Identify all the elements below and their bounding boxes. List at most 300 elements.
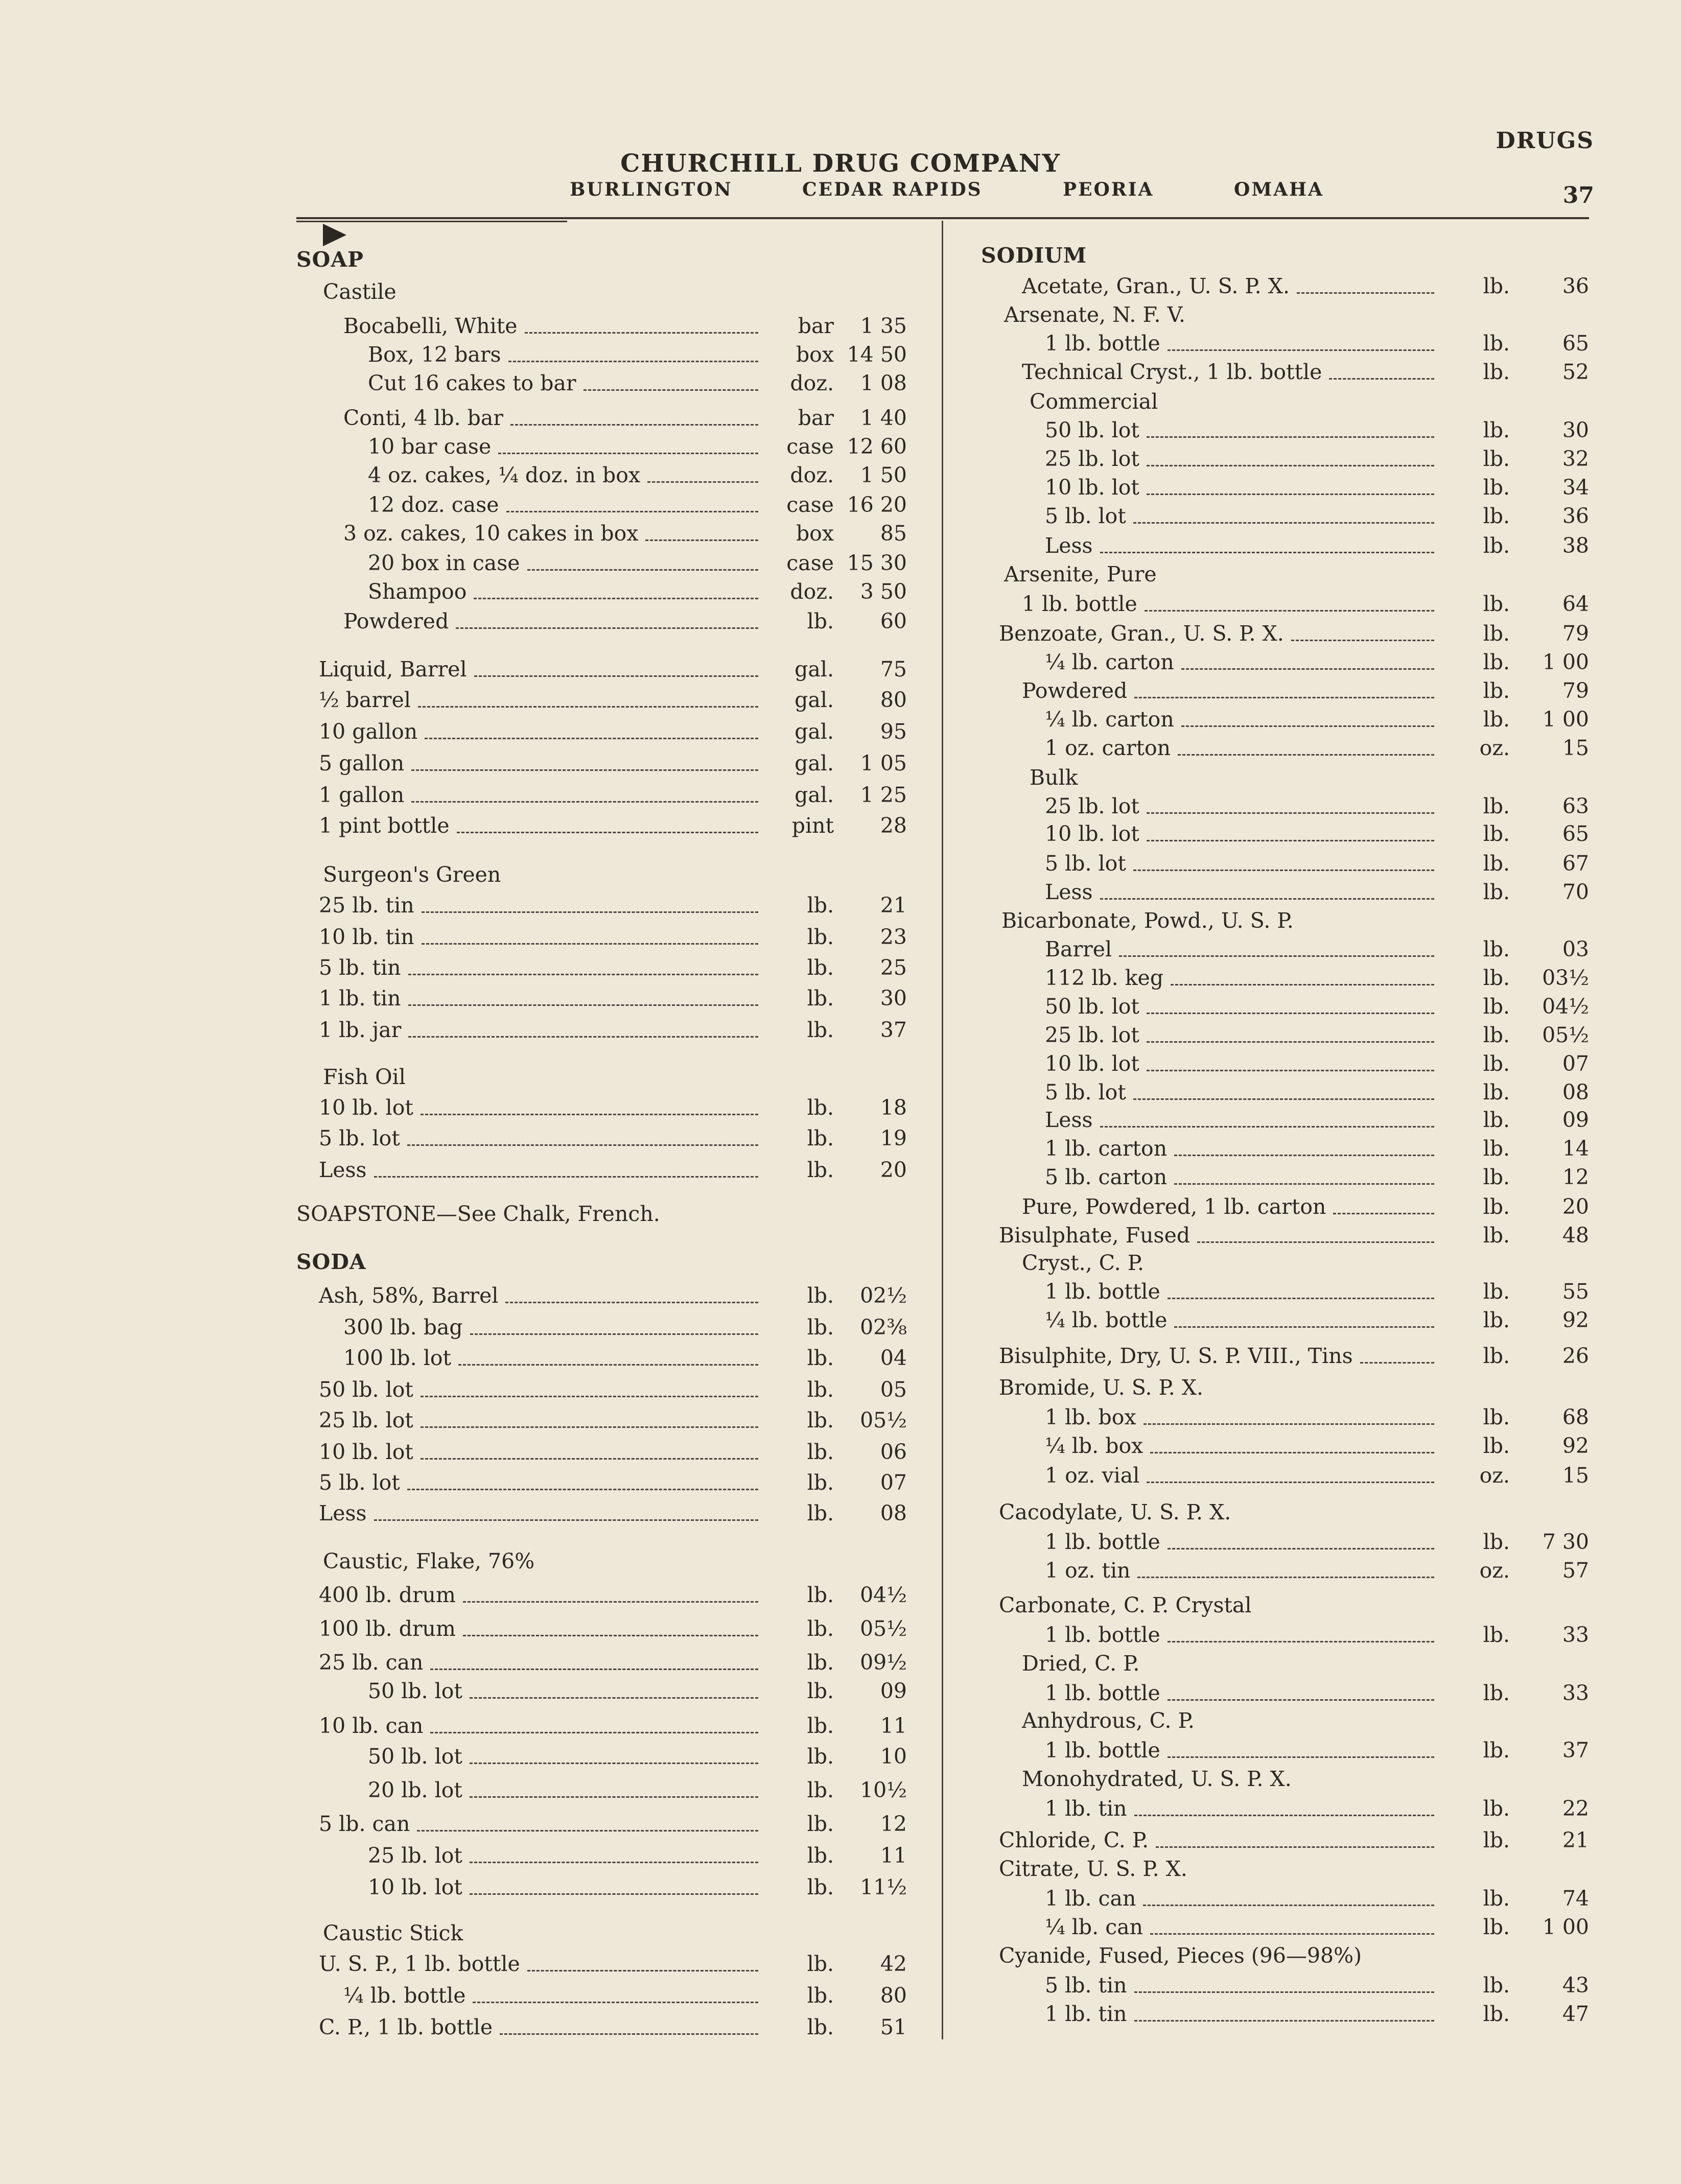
item-label: 5 lb. lot	[1045, 1080, 1126, 1105]
price-value: 34	[1562, 475, 1589, 500]
item-label: 20 lb. lot	[368, 1778, 462, 1802]
unit-label: lb.	[807, 1440, 834, 1464]
item-label: 1 lb. bottle	[1022, 592, 1137, 616]
item-label: ¼ lb. bottle	[1045, 1308, 1168, 1332]
dotted-leader	[1147, 1013, 1434, 1014]
unit-label: gal.	[795, 688, 834, 712]
item-label: SOAPSTONE—See Chalk, French.	[296, 1202, 660, 1226]
item-label: Benzoate, Gran., U. S. P. X.	[999, 621, 1284, 646]
price-value: 02⅜	[860, 1315, 907, 1340]
dotted-leader	[1329, 378, 1434, 380]
unit-label: gal.	[795, 719, 834, 744]
price-value: 37	[1562, 1738, 1589, 1763]
item-label: 50 lb. lot	[368, 1679, 462, 1703]
unit-label: lb.	[1483, 994, 1510, 1019]
dotted-leader	[1174, 1155, 1434, 1156]
item-label: 25 lb. tin	[319, 893, 414, 918]
city-peoria: PEORIA	[1063, 179, 1154, 200]
item-label: U. S. P., 1 lb. bottle	[319, 1952, 520, 1976]
price-value: 65	[1562, 331, 1589, 356]
subheading	[0, 1373, 1681, 1402]
item-label: 25 lb. lot	[319, 1408, 413, 1432]
unit-label: doz.	[790, 463, 834, 487]
unit-label: lb.	[1483, 360, 1510, 384]
unit-label: lb.	[807, 925, 834, 949]
dotted-leader	[1168, 1548, 1434, 1549]
unit-label: lb.	[1483, 1738, 1510, 1763]
dotted-leader	[500, 2033, 758, 2035]
price-row	[0, 1106, 1681, 1134]
item-label: Monohydrated, U. S. P. X.	[1022, 1767, 1292, 1791]
price-value: 55	[1562, 1279, 1589, 1304]
price-value: 21	[1562, 1828, 1589, 1852]
unit-label: lb.	[1483, 1308, 1510, 1332]
price-row	[0, 849, 1681, 878]
price-value: 36	[1562, 504, 1589, 528]
unit-label: lb.	[807, 1778, 834, 1802]
unit-label: lb.	[1483, 592, 1510, 616]
dotted-leader	[1134, 2020, 1434, 2022]
city-cedar-rapids: CEDAR RAPIDS	[802, 179, 983, 200]
unit-label: lb.	[1483, 331, 1510, 356]
unit-label: lb.	[1483, 1136, 1510, 1161]
dotted-leader	[1143, 1423, 1434, 1425]
subheading	[0, 560, 1681, 589]
unit-label: lb.	[1483, 1973, 1510, 1998]
price-value: 05½	[860, 1616, 907, 1641]
price-value: 36	[1562, 274, 1589, 298]
dotted-leader	[1171, 984, 1434, 985]
unit-label: lb.	[807, 1126, 834, 1150]
unit-label: lb.	[1483, 794, 1510, 818]
unit-label: lb.	[807, 1713, 834, 1738]
item-label: Caustic, Flake, 76%	[323, 1549, 535, 1574]
price-value: 1 35	[860, 314, 907, 338]
item-label: Shampoo	[368, 579, 467, 604]
unit-label: lb.	[1483, 2002, 1510, 2026]
price-value: 1 40	[860, 406, 907, 430]
item-label: Powdered	[343, 609, 449, 633]
unit-label: lb.	[807, 1315, 834, 1340]
dotted-leader	[1137, 1577, 1434, 1578]
unit-label: lb.	[1483, 1405, 1510, 1429]
price-value: 3 50	[860, 579, 907, 604]
price-value: 51	[880, 2015, 907, 2039]
item-label: 5 lb. lot	[1045, 504, 1126, 528]
price-value: 64	[1562, 592, 1589, 616]
price-row	[0, 590, 1681, 618]
dotted-leader	[1333, 1213, 1434, 1214]
price-value: 15	[1562, 1463, 1589, 1488]
item-label: Citrate, U. S. P. X.	[999, 1857, 1187, 1881]
section-title: DRUGS	[1496, 128, 1594, 154]
unit-label: lb.	[807, 1812, 834, 1836]
item-label: Bisulphite, Dry, U. S. P. VIII., Tins	[999, 1344, 1353, 1368]
item-label: 20 box in case	[368, 551, 520, 575]
item-label: 25 lb. lot	[368, 1843, 462, 1868]
price-value: 05½	[860, 1408, 907, 1432]
price-value: 1 00	[1542, 650, 1589, 674]
dotted-leader	[1297, 292, 1434, 294]
item-label: SODIUM	[981, 243, 1087, 268]
unit-label: lb.	[1483, 880, 1510, 904]
unit-label: lb.	[1483, 504, 1510, 528]
price-value: 25	[880, 955, 907, 980]
price-value: 43	[1562, 1973, 1589, 1998]
item-label: ½ barrel	[319, 688, 411, 712]
item-label: Liquid, Barrel	[319, 657, 467, 682]
subheading	[0, 1591, 1681, 1619]
item-label: Barrel	[1045, 937, 1112, 961]
dotted-leader	[1168, 1699, 1434, 1701]
item-label: 1 lb. bottle	[1045, 1530, 1160, 1554]
unit-label: box	[796, 521, 834, 546]
unit-label: lb.	[1483, 1080, 1510, 1105]
unit-label: oz.	[1479, 736, 1510, 760]
dotted-leader	[1134, 697, 1434, 698]
unit-label: lb.	[807, 1875, 834, 1899]
price-value: 80	[880, 1983, 907, 2008]
price-row	[0, 676, 1681, 705]
price-row	[0, 358, 1681, 386]
price-value: 74	[1562, 1886, 1589, 1911]
price-value: 07	[1562, 1051, 1589, 1076]
price-row	[0, 619, 1681, 648]
item-label: 1 oz. tin	[1045, 1558, 1131, 1583]
item-label: Technical Cryst., 1 lb. bottle	[1022, 360, 1322, 384]
price-value: 12	[880, 1812, 907, 1836]
item-label: 1 pint bottle	[319, 813, 450, 838]
subheading	[0, 1649, 1681, 1678]
city-omaha: OMAHA	[1234, 179, 1324, 200]
item-label: ¼ lb. carton	[1045, 650, 1174, 674]
dotted-leader	[1147, 840, 1434, 841]
unit-label: lb.	[1483, 1886, 1510, 1911]
unit-label: lb.	[1483, 533, 1510, 558]
unit-label: lb.	[807, 1283, 834, 1308]
item-label: 100 lb. lot	[343, 1346, 451, 1370]
item-label: 10 lb. lot	[368, 1875, 462, 1899]
item-label: 10 lb. lot	[1045, 475, 1139, 500]
dotted-leader	[1133, 522, 1434, 524]
price-value: 09	[880, 1679, 907, 1703]
unit-label: lb.	[807, 1679, 834, 1703]
unit-label: lb.	[807, 893, 834, 918]
price-row	[0, 1461, 1681, 1490]
unit-label: case	[786, 492, 834, 517]
dotted-leader	[1168, 1756, 1434, 1758]
unit-label: lb.	[1483, 821, 1510, 846]
unit-label: lb.	[1483, 1279, 1510, 1304]
unit-label: box	[796, 342, 834, 367]
price-value: 08	[1562, 1080, 1589, 1105]
item-label: 10 lb. lot	[319, 1440, 413, 1464]
item-label: 5 lb. lot	[319, 1470, 400, 1495]
item-label: Cyanide, Fused, Pieces (96—98%)	[999, 1943, 1362, 1968]
price-row	[0, 1049, 1681, 1078]
item-label: Cryst., C. P.	[1022, 1251, 1145, 1275]
dotted-leader	[1174, 1326, 1434, 1328]
price-row	[0, 329, 1681, 358]
item-label: Conti, 4 lb. bar	[343, 406, 503, 430]
dotted-leader	[1145, 610, 1434, 612]
item-label: Commercial	[1030, 389, 1158, 414]
item-label: Chloride, C. P.	[999, 1828, 1149, 1852]
price-value: 79	[1562, 621, 1589, 646]
item-label: 10 lb. lot	[1045, 821, 1139, 846]
item-label: 4 oz. cakes, ¼ doz. in box	[368, 463, 641, 487]
subheading	[0, 1498, 1681, 1527]
unit-label: oz.	[1479, 1463, 1510, 1488]
price-value: 67	[1562, 851, 1589, 876]
price-value: 48	[1562, 1223, 1589, 1248]
dotted-leader	[1291, 640, 1434, 641]
unit-label: lb.	[807, 986, 834, 1011]
unit-label: lb.	[807, 1158, 834, 1182]
price-row	[0, 502, 1681, 530]
item-label: 1 lb. carton	[1045, 1136, 1168, 1161]
unit-label: oz.	[1479, 1558, 1510, 1583]
price-value: 15 30	[847, 551, 907, 575]
price-value: 08	[880, 1501, 907, 1525]
price-value: 80	[880, 688, 907, 712]
subheading	[0, 300, 1681, 329]
price-row	[0, 444, 1681, 473]
unit-label: lb.	[807, 2015, 834, 2039]
price-row	[0, 473, 1681, 502]
price-row	[0, 272, 1681, 300]
dotted-leader	[1178, 754, 1434, 756]
price-value: 23	[880, 925, 907, 949]
price-value: 1 00	[1542, 1915, 1589, 1939]
item-label: 1 lb. tin	[319, 986, 401, 1011]
price-value: 20	[1562, 1194, 1589, 1219]
item-label: 10 gallon	[319, 719, 418, 744]
item-label: 10 lb. tin	[319, 925, 414, 949]
item-label: 1 oz. carton	[1045, 736, 1171, 760]
item-label: 25 lb. lot	[1045, 1023, 1139, 1047]
price-value: 33	[1562, 1681, 1589, 1705]
dotted-leader	[1156, 1846, 1434, 1848]
item-label: Less	[319, 1501, 367, 1525]
item-label: 5 lb. carton	[1045, 1165, 1168, 1189]
price-row	[0, 705, 1681, 734]
item-label: Bocabelli, White	[343, 314, 518, 338]
price-value: 33	[1562, 1623, 1589, 1647]
price-row	[0, 1528, 1681, 1556]
item-label: C. P., 1 lb. bottle	[319, 2015, 493, 2039]
unit-label: doz.	[790, 371, 834, 395]
unit-label: lb.	[1483, 1623, 1510, 1647]
price-value: 37	[880, 1018, 907, 1042]
subheading	[0, 1941, 1681, 1970]
unit-label: lb.	[807, 955, 834, 980]
item-label: 5 lb. tin	[319, 955, 401, 980]
dotted-leader	[1100, 552, 1434, 553]
price-row	[0, 992, 1681, 1021]
unit-label: lb.	[1483, 1194, 1510, 1219]
item-label: ¼ lb. box	[1045, 1434, 1143, 1458]
price-value: 22	[1562, 1796, 1589, 1821]
price-row	[0, 1306, 1681, 1334]
item-label: 50 lb. lot	[1045, 994, 1139, 1019]
item-label: Bromide, U. S. P. X.	[999, 1375, 1204, 1400]
dotted-leader	[1360, 1362, 1434, 1364]
price-value: 15	[1562, 736, 1589, 760]
dotted-leader	[1174, 1183, 1434, 1185]
item-label: 1 lb. bottle	[1045, 1623, 1160, 1647]
price-value: 1 08	[860, 371, 907, 395]
price-row	[0, 1913, 1681, 1941]
item-label: Cut 16 cakes to bar	[368, 371, 576, 395]
unit-label: lb.	[807, 1095, 834, 1120]
unit-label: lb.	[1483, 707, 1510, 732]
price-value: 52	[1562, 360, 1589, 384]
dotted-leader	[1150, 1933, 1434, 1935]
unit-label: lb.	[1483, 475, 1510, 500]
item-label: Fish Oil	[323, 1065, 406, 1089]
item-label: Less	[1045, 880, 1093, 904]
subheading	[0, 1249, 1681, 1277]
item-label: 50 lb. lot	[319, 1377, 413, 1402]
price-value: 95	[880, 719, 907, 744]
unit-label: lb.	[807, 1843, 834, 1868]
price-row	[0, 1556, 1681, 1585]
unit-label: lb.	[1483, 966, 1510, 990]
item-label: 112 lb. keg	[1045, 966, 1164, 990]
item-label: 1 lb. tin	[1045, 1796, 1127, 1821]
dotted-leader	[1100, 1126, 1434, 1128]
unit-label: lb.	[1483, 1828, 1510, 1852]
item-label: Dried, C. P.	[1022, 1651, 1140, 1676]
unit-label: lb.	[1483, 937, 1510, 961]
subheading	[0, 387, 1681, 416]
unit-label: bar	[798, 314, 834, 338]
item-label: 25 lb. lot	[1045, 447, 1139, 471]
unit-label: lb.	[1483, 851, 1510, 876]
price-value: 38	[1562, 533, 1589, 558]
item-label: 400 lb. drum	[319, 1583, 456, 1607]
header-rule	[296, 217, 1589, 219]
price-row	[0, 1342, 1681, 1370]
item-label: 25 lb. lot	[1045, 794, 1139, 818]
dotted-leader	[1100, 898, 1434, 900]
price-value: 28	[880, 813, 907, 838]
price-row	[0, 416, 1681, 444]
item-label: Less	[319, 1158, 367, 1182]
dotted-leader	[1134, 1815, 1434, 1816]
dotted-leader	[1168, 349, 1434, 351]
item-label: 5 lb. can	[319, 1812, 410, 1836]
item-label: Cacodylate, U. S. P. X.	[999, 1500, 1231, 1524]
unit-label: doz.	[790, 579, 834, 604]
item-label: 1 oz. vial	[1045, 1463, 1140, 1488]
item-label: 1 lb. can	[1045, 1886, 1136, 1911]
price-value: 1 50	[860, 463, 907, 487]
dotted-leader	[1133, 1098, 1434, 1100]
dotted-leader	[1133, 870, 1434, 871]
item-label: Anhydrous, C. P.	[1022, 1708, 1195, 1733]
unit-label: lb.	[1483, 274, 1510, 298]
price-value: 10½	[860, 1778, 907, 1802]
item-label: 1 lb. box	[1045, 1405, 1136, 1429]
city-burlington: BURLINGTON	[570, 179, 733, 200]
unit-label: lb.	[1483, 1915, 1510, 1939]
item-label: 25 lb. can	[319, 1650, 424, 1675]
price-value: 14	[1562, 1136, 1589, 1161]
unit-label: lb.	[807, 1377, 834, 1402]
unit-label: lb.	[807, 1952, 834, 1976]
price-value: 30	[1562, 418, 1589, 442]
subheading	[0, 763, 1681, 792]
price-row	[0, 734, 1681, 762]
price-value: 02½	[860, 1283, 907, 1308]
item-label: Less	[1045, 533, 1093, 558]
unit-label: lb.	[1483, 650, 1510, 674]
category-heading	[0, 241, 1681, 270]
price-value: 65	[1562, 821, 1589, 846]
unit-label: lb.	[807, 1583, 834, 1607]
price-value: 32	[1562, 447, 1589, 471]
price-value: 03½	[1542, 966, 1589, 990]
dotted-leader	[1147, 812, 1434, 814]
price-value: 85	[880, 521, 907, 546]
unit-label: lb.	[1483, 678, 1510, 703]
reference-text: —See Chalk, French.	[436, 1202, 660, 1226]
price-row	[0, 1884, 1681, 1913]
item-label: 12 doz. case	[368, 492, 499, 517]
price-row	[0, 1403, 1681, 1431]
unit-label: lb.	[807, 1650, 834, 1675]
price-value: 68	[1562, 1405, 1589, 1429]
subheading	[0, 906, 1681, 935]
item-label: Bicarbonate, Powd., U. S. P.	[1001, 908, 1294, 933]
price-value: 04	[880, 1346, 907, 1370]
price-value: 11½	[860, 1875, 907, 1899]
item-label: 10 bar case	[368, 434, 492, 459]
unit-label: lb.	[807, 1616, 834, 1641]
unit-label: lb.	[807, 1744, 834, 1769]
price-value: 09½	[860, 1650, 907, 1675]
unit-label: gal.	[795, 783, 834, 807]
item-label: 1 lb. bottle	[1045, 331, 1160, 356]
price-value: 12 60	[847, 434, 907, 459]
price-value: 18	[880, 1095, 907, 1120]
item-label: 10 lb. lot	[1045, 1051, 1139, 1076]
item-label: Less	[1045, 1108, 1093, 1132]
unit-label: lb.	[1483, 1796, 1510, 1821]
price-row	[0, 1192, 1681, 1221]
dotted-leader	[1181, 668, 1434, 670]
price-value: 12	[1562, 1165, 1589, 1189]
price-value: 57	[1562, 1558, 1589, 1583]
price-row	[0, 878, 1681, 906]
item-label: 5 lb. lot	[319, 1126, 400, 1150]
company-name: CHURCHILL DRUG COMPANY	[620, 149, 1061, 178]
price-row	[0, 819, 1681, 848]
price-row	[0, 1621, 1681, 1649]
price-row	[0, 1971, 1681, 2000]
item-label: ¼ lb. carton	[1045, 707, 1174, 732]
item-label: Ash, 58%, Barrel	[319, 1283, 499, 1308]
item-label: Arsenate, N. F. V.	[1004, 302, 1186, 327]
price-row	[0, 1431, 1681, 1460]
unit-label: lb.	[1483, 1165, 1510, 1189]
price-value: 47	[1562, 2002, 1589, 2026]
unit-label: lb.	[1483, 1023, 1510, 1047]
subheading	[0, 1854, 1681, 1883]
item-label: 50 lb. lot	[368, 1744, 462, 1769]
